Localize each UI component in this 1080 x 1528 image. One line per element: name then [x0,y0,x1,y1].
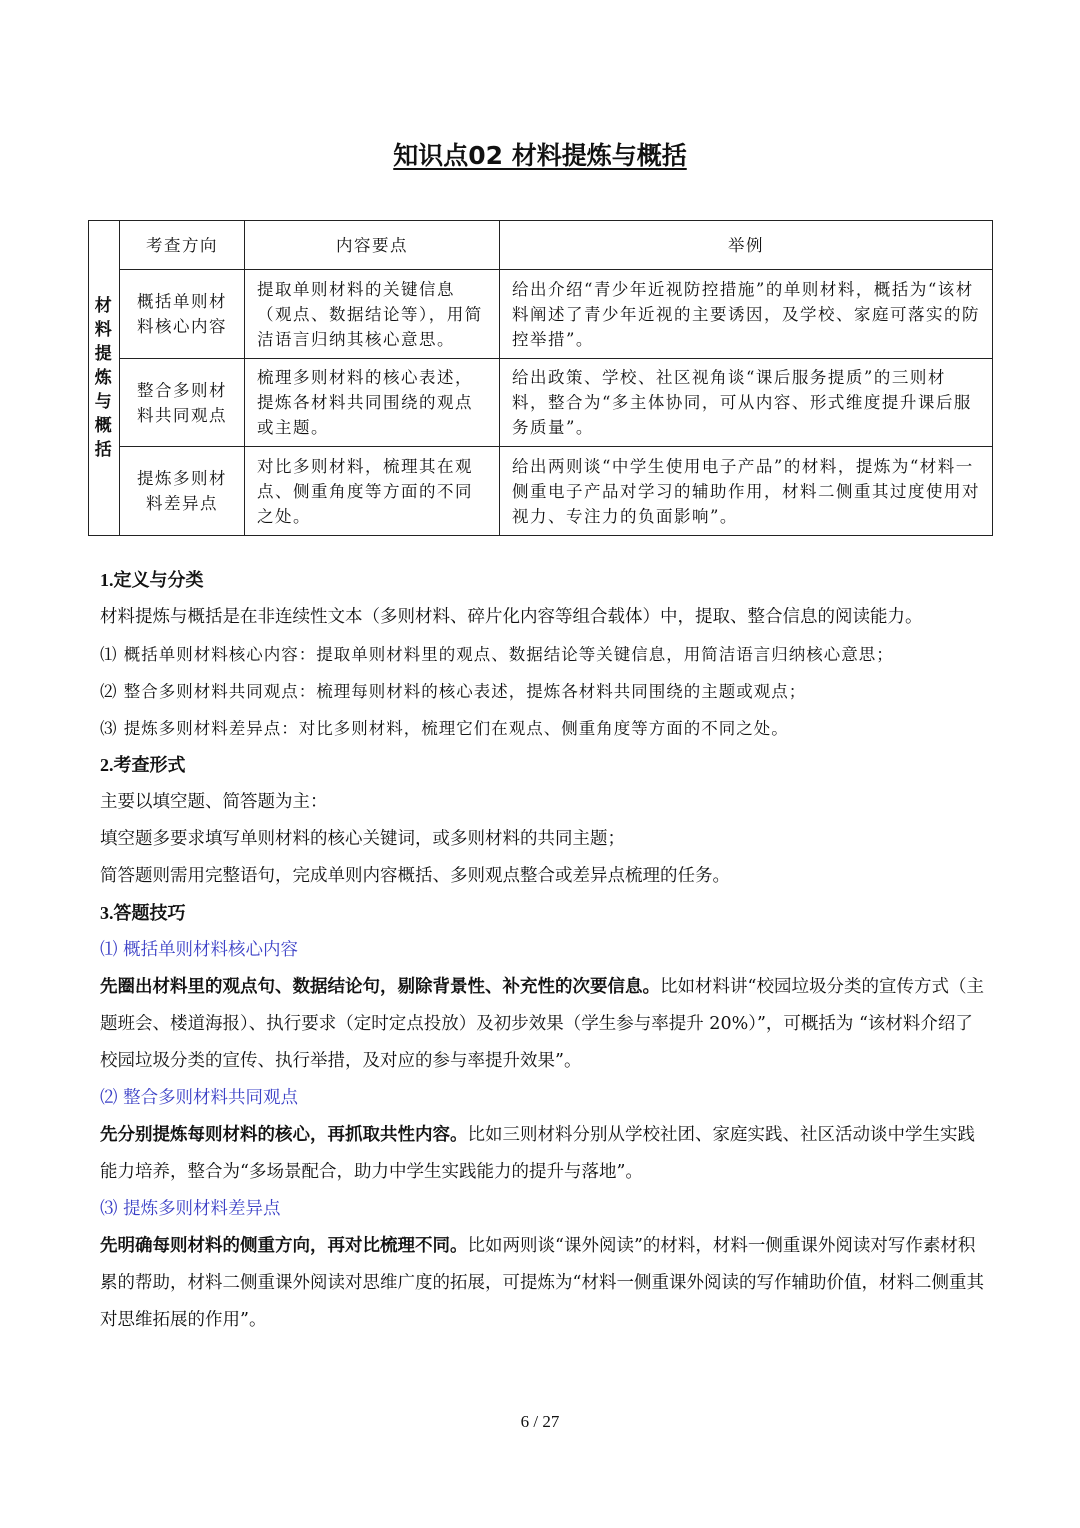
section-heading: 1.定义与分类 [100,570,204,590]
body-text: 比如两则谈“课外阅读”的材料，材料一侧重课外阅读对写作素材积累的帮助，材料二侧重课外阅读对思维广度的拓展，可提炼为“材料一侧重课外阅读的写作辅助价值，材料二侧重其对思维拓展的作用”。 [100,1236,984,1330]
header-direction: 考查方向 [120,221,245,270]
sub-heading: ⑵ 整合多则材料共同观点 [100,1088,299,1108]
table-row [89,447,993,536]
cell-direction: 整合多则材料共同观点 [120,359,245,447]
lead-text: 先分别提炼每则材料的核心，再抓取共性内容。 [100,1125,468,1145]
body-content [100,562,985,1339]
paragraph: 材料提炼与概括是在非连续性文本（多则材料、碎片化内容等组合载体）中，提取、整合信息的阅读能力。 [100,607,923,627]
summary-table [88,220,993,536]
cell-example: 给出两则谈“中学生使用电子产品”的材料，提炼为“材料一侧重电子产品对学习的辅助作用，材料二侧重其过度使用对视力、专注力的负面影响”。 [500,447,993,536]
cell-direction: 提炼多则材料差异点 [120,447,245,536]
body-text: 比如材料讲“校园垃圾分类的宣传方式（主题班会、楼道海报）、执行要求（定时定点投放）及初步效果（学生参与率提升 20%）”，可概括为 “该材料介绍了校园垃圾分类的宣传、执行举措，及对应的参与率提升效果”。 [100,977,984,1071]
lead-text: 先明确每则材料的侧重方向，再对比梳理不同。 [100,1236,468,1256]
section-heading: 3.答题技巧 [100,903,186,923]
cell-direction: 概括单则材料核心内容 [120,270,245,359]
sub-heading: ⑴ 概括单则材料核心内容 [100,940,299,960]
page-title: 知识点02 材料提炼与概括 [393,141,687,170]
header-points: 内容要点 [245,221,500,270]
body-text: 比如三则材料分别从学校社团、家庭实践、社区活动谈中学生实践能力培养，整合为“多场景配合，助力中学生实践能力的提升与落地”。 [100,1125,975,1182]
cell-points: 梳理多则材料的核心表述，提炼各材料共同围绕的观点或主题。 [245,359,500,447]
paragraph [100,1117,985,1191]
table-side-label: 材 料 提 炼 与 概 括 [89,221,120,536]
list-item: ⑵ 整合多则材料共同观点：梳理每则材料的核心表述，提炼各材料共同围绕的主题或观点； [100,682,807,701]
table-row [89,359,993,447]
paragraph: 主要以填空题、简答题为主： [100,792,328,812]
table-row [89,270,993,359]
paragraph: 简答题则需用完整语句，完成单则内容概括、多则观点整合或差异点梳理的任务。 [100,866,730,886]
page-number: 6 / 27 [520,1412,560,1431]
paragraph: 填空题多要求填写单则材料的核心关键词，或多则材料的共同主题； [100,829,625,849]
cell-points: 对比多则材料，梳理其在观点、侧重角度等方面的不同之处。 [245,447,500,536]
paragraph [100,969,985,1080]
cell-example: 给出政策、学校、社区视角谈“课后服务提质”的三则材料，整合为“多主体协同，可从内容、形式维度提升课后服务质量”。 [500,359,993,447]
header-example: 举例 [500,221,993,270]
paragraph [100,1228,985,1339]
list-item: ⑴ 概括单则材料核心内容：提取单则材料里的观点、数据结论等关键信息，用简洁语言归纳核心意思； [100,645,894,664]
cell-points: 提取单则材料的关键信息（观点、数据结论等），用简洁语言归纳其核心意思。 [245,270,500,359]
sub-heading: ⑶ 提炼多则材料差异点 [100,1199,281,1219]
cell-example: 给出介绍“青少年近视防控措施”的单则材料，概括为“该材料阐述了青少年近视的主要诱因，及学校、家庭可落实的防控举措”。 [500,270,993,359]
section-heading: 2.考查形式 [100,755,186,775]
list-item: ⑶ 提炼多则材料差异点：对比多则材料，梳理它们在观点、侧重角度等方面的不同之处。 [100,719,789,738]
lead-text: 先圈出材料里的观点句、数据结论句，剔除背景性、补充性的次要信息。 [100,977,660,997]
